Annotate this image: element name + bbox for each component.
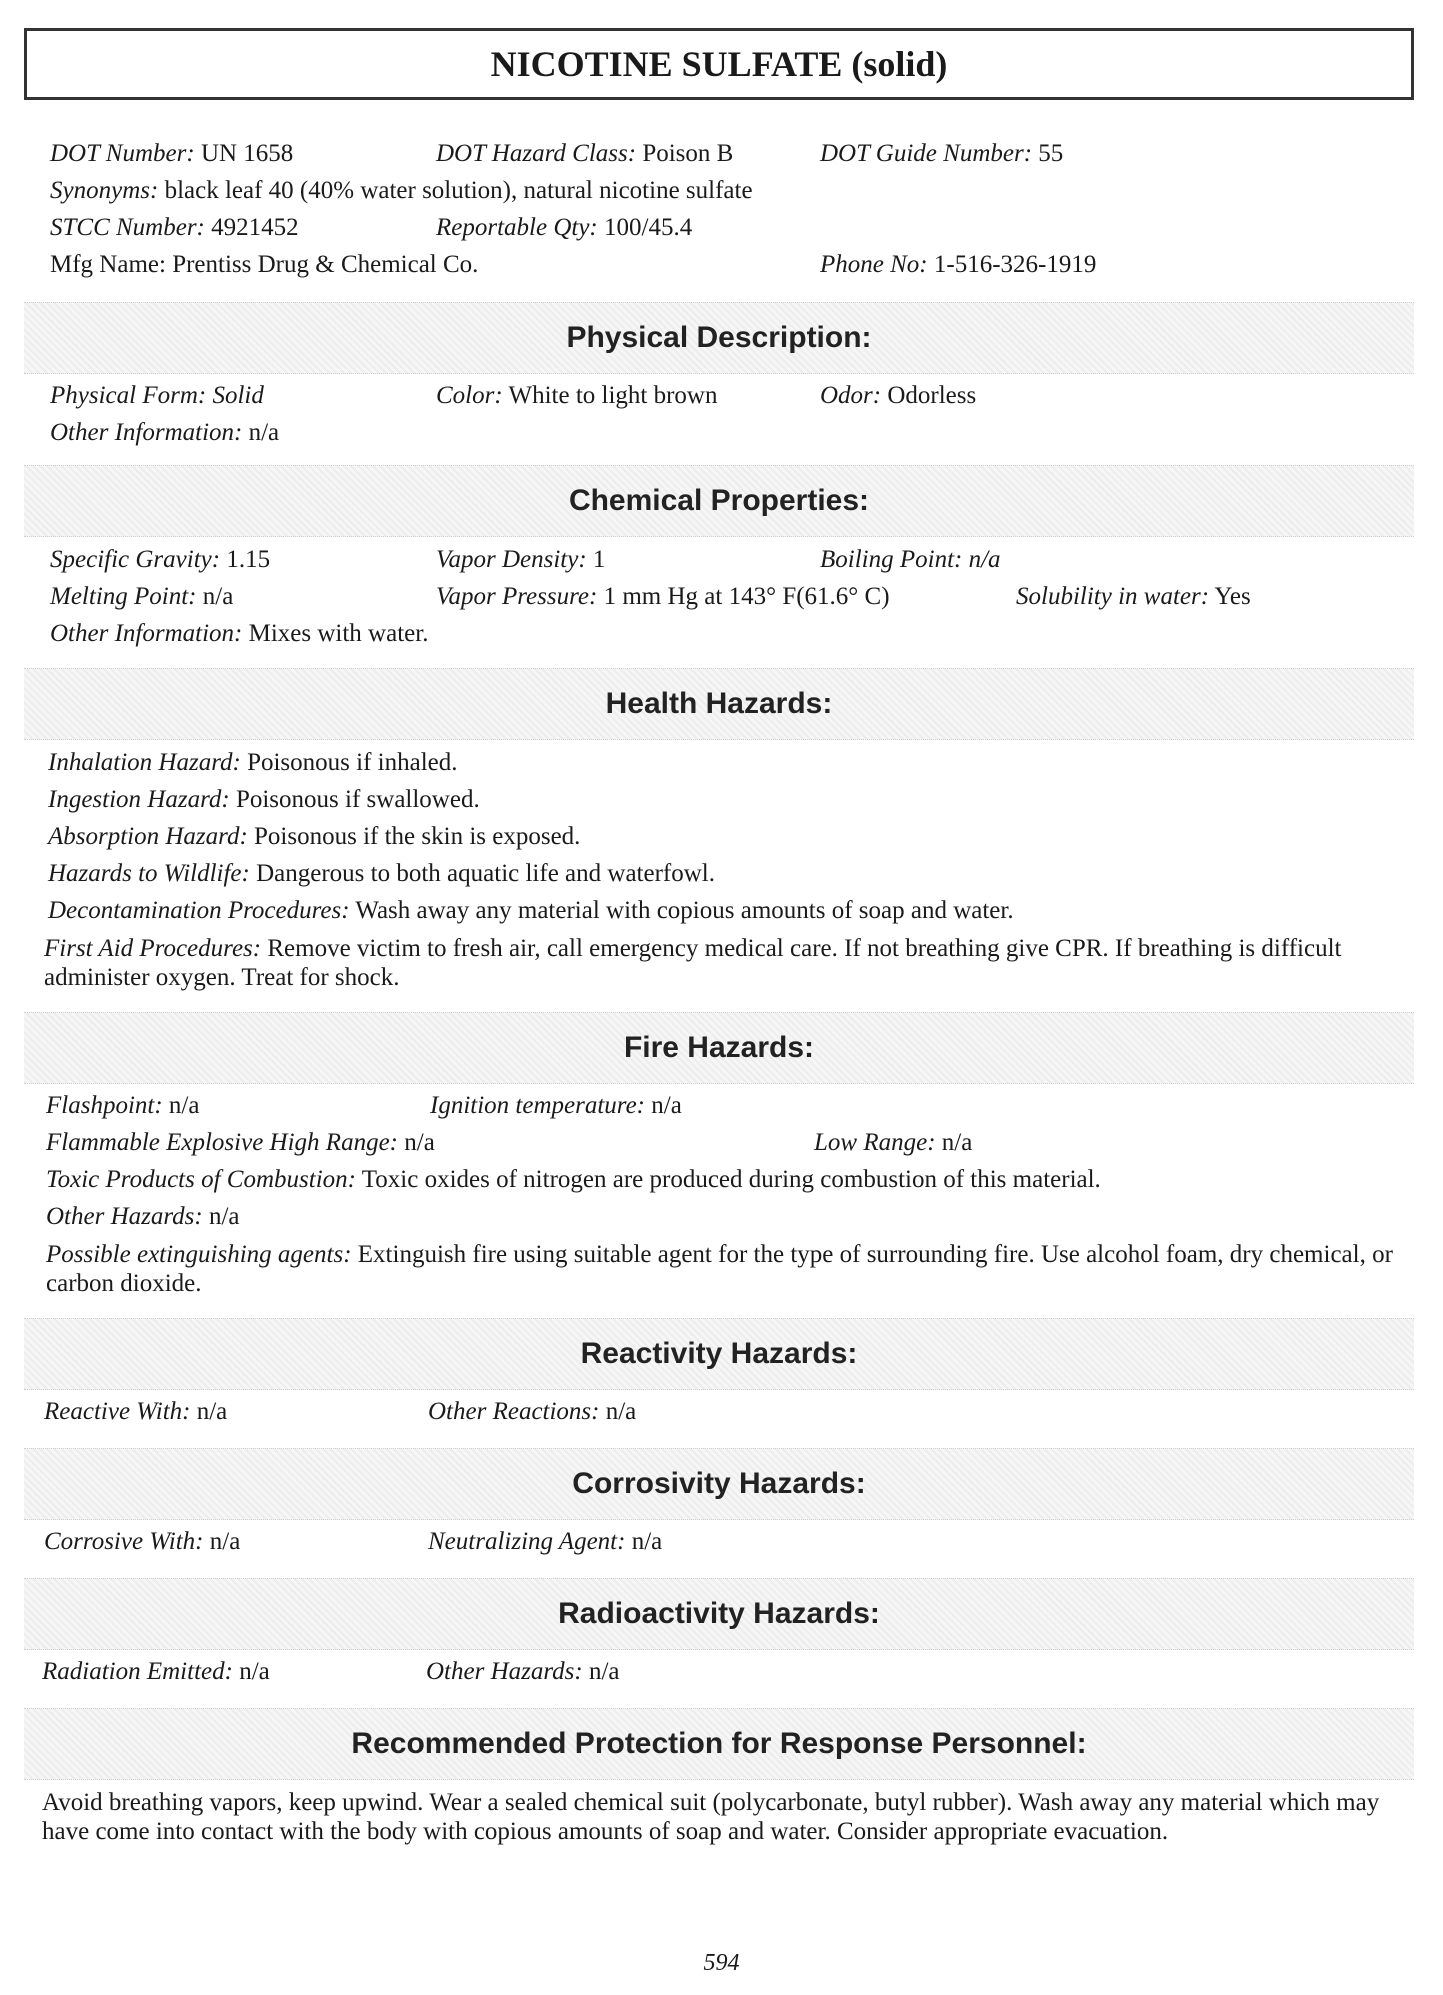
toxic-products-field — [46, 1166, 1101, 1194]
field-label: Color: — [436, 382, 503, 409]
field-label: Corrosive With: — [44, 1528, 204, 1555]
dot-guide-number-field — [820, 140, 1063, 168]
stcc-number-field — [50, 214, 299, 242]
field-value: n/a — [398, 1129, 435, 1156]
field-value: Poisonous if inhaled. — [240, 749, 458, 776]
section-heading-fire: Fire Hazards: — [24, 1012, 1414, 1084]
decontamination-field — [48, 897, 1014, 925]
field-value: n/a — [203, 1528, 241, 1555]
reactive-with-field — [44, 1398, 227, 1426]
field-value: 4921452 — [204, 214, 299, 241]
field-label: DOT Hazard Class: — [436, 140, 637, 167]
ignition-temperature-field — [430, 1092, 682, 1120]
field-label: Boiling Point: n/a — [820, 546, 1001, 573]
field-value: n/a — [242, 419, 280, 446]
field-value: Dangerous to both aquatic life and waterfowl. — [249, 860, 715, 887]
field-value: 55 — [1032, 140, 1064, 167]
field-label: Other Information: — [50, 620, 243, 647]
physical-other-field — [50, 419, 279, 447]
field-label: STCC Number: — [50, 214, 205, 241]
field-value: Poisonous if the skin is exposed. — [247, 823, 581, 850]
section-heading-reactivity: Reactivity Hazards: — [24, 1318, 1414, 1390]
field-value: n/a — [582, 1658, 620, 1685]
synonyms-field — [50, 177, 753, 205]
field-label: Vapor Density: — [436, 546, 587, 573]
vapor-density-field — [436, 546, 605, 574]
field-value: Toxic oxides of nitrogen are produced during combustion of this material. — [355, 1166, 1101, 1193]
field-label: Neutralizing Agent: — [428, 1528, 626, 1555]
field-value: n/a — [202, 1203, 240, 1230]
neutralizing-agent-field — [428, 1528, 662, 1556]
protection-text: Avoid breathing vapors, keep upwind. Wear a sealed chemical suit (polycarbonate, butyl rubber). Wash away any material which may have come into contact with the body with copious amounts of soap and water. Consider appropriate evacuation. — [42, 1789, 1380, 1845]
field-label: Toxic Products of Combustion: — [46, 1166, 356, 1193]
physical-form-field — [50, 382, 264, 410]
field-value: 100/45.4 — [597, 214, 693, 241]
field-value: black leaf 40 (40% water solution), natural nicotine sulfate — [158, 177, 753, 204]
melting-point-field — [50, 583, 233, 611]
section-heading-radioactivity: Radioactivity Hazards: — [24, 1578, 1414, 1650]
vapor-pressure-field — [436, 583, 890, 611]
field-label: DOT Number: — [50, 140, 195, 167]
reportable-qty-field — [436, 214, 692, 242]
field-label: Other Hazards: — [46, 1203, 203, 1230]
odor-field — [820, 382, 976, 410]
field-label: Flashpoint: — [46, 1092, 163, 1119]
field-value: n/a — [162, 1092, 200, 1119]
field-value: 1 — [586, 546, 606, 573]
phone-no-field — [820, 251, 1096, 279]
wildlife-hazard-field — [48, 860, 715, 888]
section-heading-corrosivity: Corrosivity Hazards: — [24, 1448, 1414, 1520]
field-value: n/a — [625, 1528, 663, 1555]
section-heading-chemical: Chemical Properties: — [24, 465, 1414, 537]
dot-number-field — [50, 140, 293, 168]
field-label: DOT Guide Number: — [820, 140, 1033, 167]
other-reactions-field — [428, 1398, 636, 1426]
flammable-high-range-field — [46, 1129, 435, 1157]
fire-other-hazards-field — [46, 1203, 240, 1231]
field-label: Phone No: — [820, 251, 928, 278]
section-heading-health: Health Hazards: — [24, 668, 1414, 740]
field-label: Hazards to Wildlife: — [48, 860, 250, 887]
field-value: 1 mm Hg at 143° F(61.6° C) — [597, 583, 890, 610]
boiling-point-field — [820, 546, 1001, 574]
field-label: Specific Gravity: — [50, 546, 221, 573]
field-value: Remove victim to fresh air, call emergency medical care. If not breathing give CPR. If breathing is difficult administer oxygen. Treat for shock. — [44, 935, 1342, 991]
field-label: Physical Form: Solid — [50, 382, 264, 409]
field-label: Mfg Name: — [50, 251, 166, 278]
field-value: 1-516-326-1919 — [927, 251, 1097, 278]
section-heading-physical: Physical Description: — [24, 302, 1414, 374]
flashpoint-field — [46, 1092, 199, 1120]
field-value: White to light brown — [502, 382, 718, 409]
radio-other-hazards-field — [426, 1658, 620, 1686]
field-value: n/a — [232, 1658, 270, 1685]
field-label: Odor: — [820, 382, 882, 409]
field-value: Odorless — [881, 382, 977, 409]
first-aid-field — [44, 934, 1404, 992]
low-range-field — [814, 1129, 972, 1157]
chemical-other-field — [50, 620, 428, 648]
field-label: Solubility in water: — [1016, 583, 1210, 610]
field-value: Extinguish fire using suitable agent for the type of surrounding fire. Use alcohol foam, dry chemical, or carbon dioxide. — [46, 1241, 1393, 1297]
field-label: Ignition temperature: — [430, 1092, 646, 1119]
field-value: Prentiss Drug & Chemical Co. — [165, 251, 479, 278]
field-label: Possible extinguishing agents: — [46, 1241, 352, 1268]
radiation-emitted-field — [42, 1658, 270, 1686]
ingestion-hazard-field — [48, 786, 480, 814]
corrosive-with-field — [44, 1528, 240, 1556]
field-value: n/a — [599, 1398, 637, 1425]
field-label: Other Information: — [50, 419, 243, 446]
dot-hazard-class-field — [436, 140, 733, 168]
mfg-name-field — [50, 251, 478, 279]
field-value: Yes — [1209, 583, 1251, 610]
specific-gravity-field — [50, 546, 270, 574]
field-value: Poisonous if swallowed. — [229, 786, 480, 813]
extinguishing-agents-field — [46, 1240, 1406, 1298]
field-value: Wash away any material with copious amounts of soap and water. — [349, 897, 1014, 924]
section-heading-protection: Recommended Protection for Response Personnel: — [24, 1708, 1414, 1780]
field-label: Radiation Emitted: — [42, 1658, 233, 1685]
solubility-field — [1016, 583, 1251, 611]
field-value: UN 1658 — [194, 140, 294, 167]
field-label: Reactive With: — [44, 1398, 191, 1425]
field-label: Reportable Qty: — [436, 214, 598, 241]
field-label: Vapor Pressure: — [436, 583, 598, 610]
field-label: First Aid Procedures: — [44, 935, 262, 962]
document-title: NICOTINE SULFATE (solid) — [24, 28, 1414, 100]
field-value: 1.15 — [220, 546, 271, 573]
page-number: 594 — [703, 1950, 740, 1976]
field-label: Flammable Explosive High Range: — [46, 1129, 398, 1156]
absorption-hazard-field — [48, 823, 580, 851]
field-value: n/a — [645, 1092, 682, 1119]
field-label: Absorption Hazard: — [48, 823, 248, 850]
field-label: Other Hazards: — [426, 1658, 583, 1685]
field-label: Ingestion Hazard: — [48, 786, 230, 813]
field-value: n/a — [196, 583, 234, 610]
field-value: n/a — [190, 1398, 228, 1425]
field-label: Synonyms: — [50, 177, 159, 204]
field-label: Other Reactions: — [428, 1398, 600, 1425]
color-field — [436, 382, 717, 410]
field-value: Mixes with water. — [242, 620, 429, 647]
field-label: Melting Point: — [50, 583, 197, 610]
field-label: Low Range: — [814, 1129, 936, 1156]
field-label: Decontamination Procedures: — [48, 897, 350, 924]
field-label: Inhalation Hazard: — [48, 749, 241, 776]
field-value: Poison B — [636, 140, 734, 167]
inhalation-hazard-field — [48, 749, 458, 777]
field-value: n/a — [935, 1129, 973, 1156]
